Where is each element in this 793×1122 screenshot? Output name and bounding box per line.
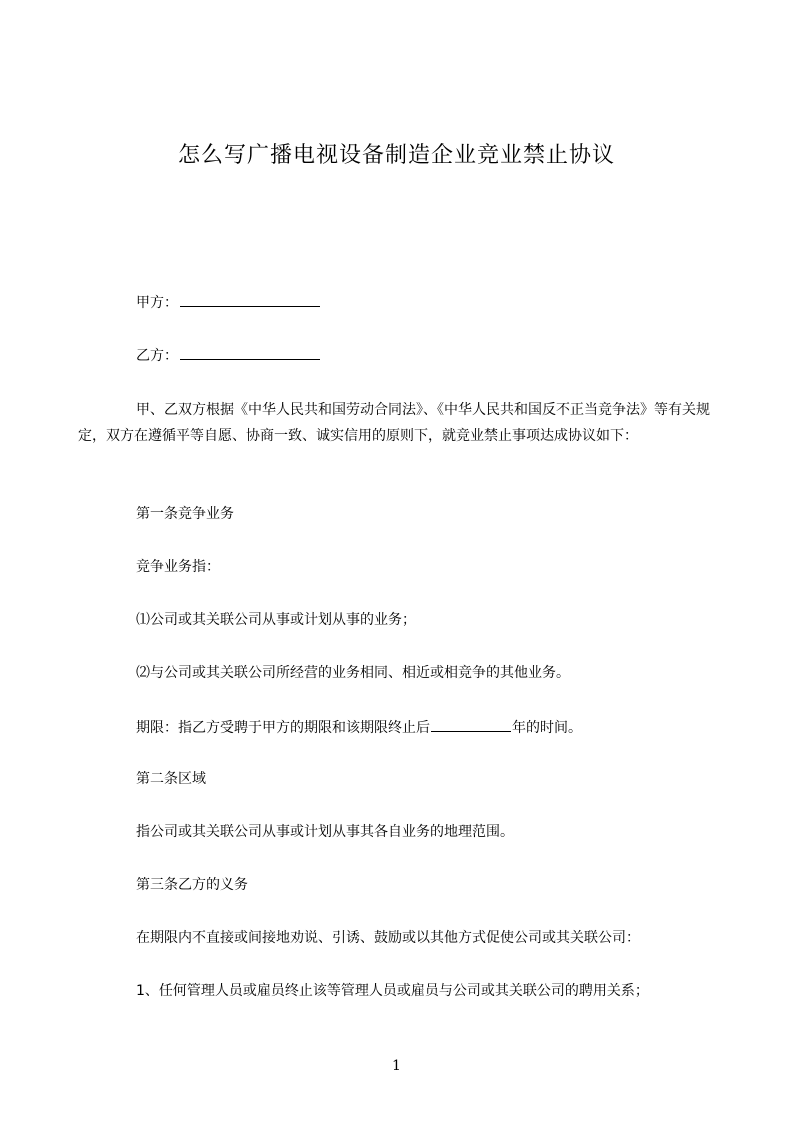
- region-text: 指公司或其关联公司从事或计划从事其各自业务的地理范围。: [136, 824, 514, 840]
- document-title: 怎么写广播电视设备制造企业竞业禁止协议: [177, 143, 615, 168]
- obligation-intro: 在期限内不直接或间接地劝说、引诱、鼓励或以其他方式促使公司或其关联公司：: [136, 930, 640, 946]
- list-item-2: ⑵与公司或其关联公司所经营的业务相同、相近或相竞争的其他业务。: [136, 665, 570, 681]
- obligation-item-1: 1、任何管理人员或雇员终止该等管理人员或雇员与公司或其关联公司的聘用关系；: [136, 983, 649, 999]
- party-b-line: [136, 344, 320, 366]
- party-a-label: 甲方：: [136, 295, 178, 311]
- party-b-label: 乙方：: [136, 348, 178, 364]
- intro-paragraph: [78, 397, 714, 449]
- term-years-blank: [431, 716, 511, 732]
- term-prefix: 期限：指乙方受聘于甲方的期限和该期限终止后: [136, 720, 430, 736]
- page-number: 1: [392, 1058, 401, 1074]
- intro-text: 甲、乙双方根据《中华人民共和国劳动合同法》、《中华人民共和国反不正当竞争法》等有关规定，双方在遵循平等自愿、协商一致、诚实信用的原则下，就竞业禁止事项达成协议如下：: [78, 402, 710, 444]
- list-item-1: ⑴公司或其关联公司从事或计划从事的业务；: [136, 612, 416, 628]
- term-line: [136, 716, 582, 738]
- party-b-blank: [180, 344, 320, 360]
- article3-heading: 第三条乙方的义务: [136, 877, 248, 893]
- party-a-line: [136, 291, 320, 313]
- article1-heading: 第一条竞争业务: [136, 506, 234, 522]
- competing-business-label: 竞争业务指：: [136, 559, 220, 575]
- article2-heading: 第二条区域: [136, 771, 206, 787]
- party-a-blank: [180, 291, 320, 307]
- term-suffix: 年的时间。: [512, 720, 582, 736]
